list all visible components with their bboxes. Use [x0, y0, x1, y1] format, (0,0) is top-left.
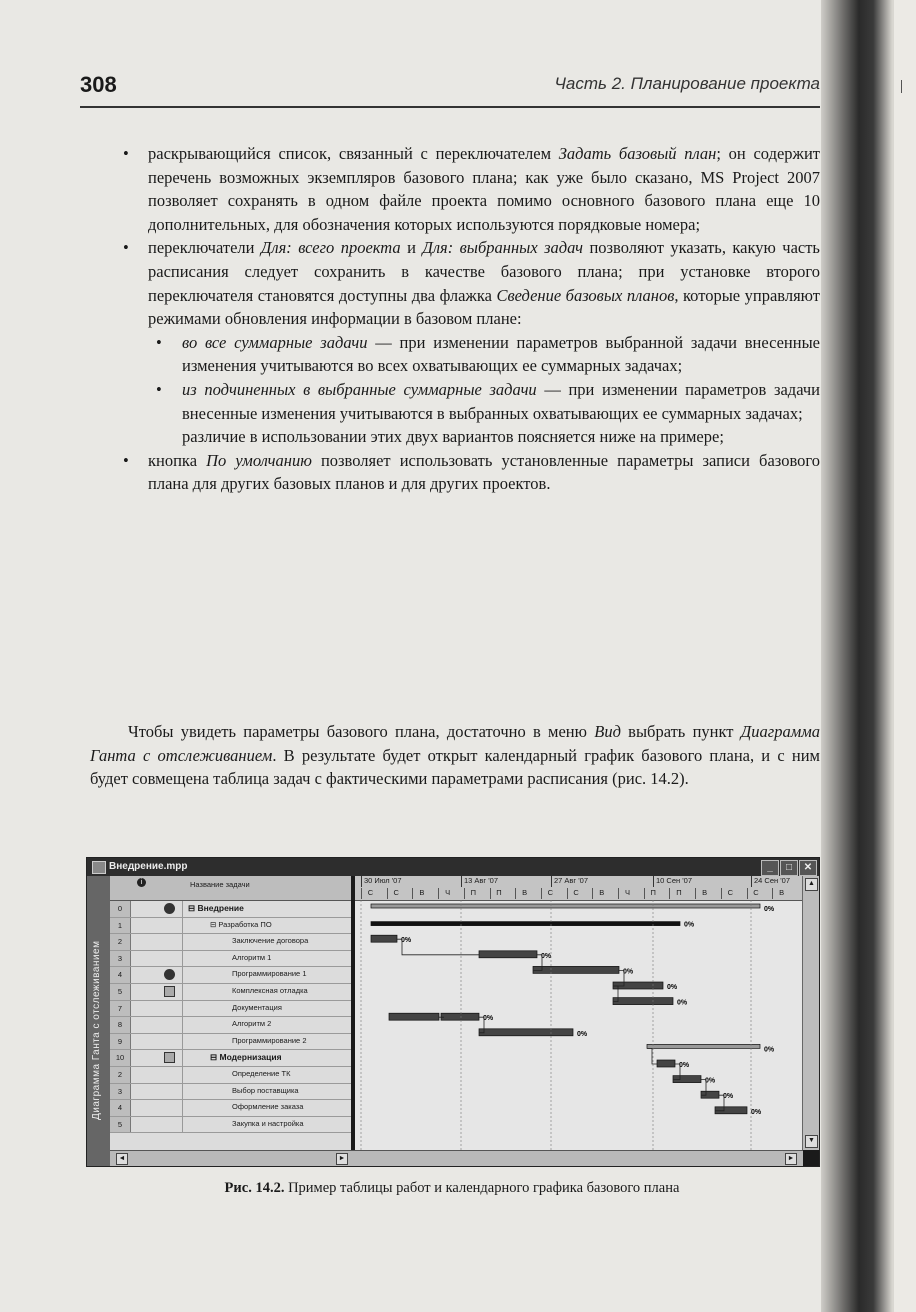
sub-bullet-term: из подчиненных в выбранные суммарные задачи	[182, 379, 537, 399]
gantt-bar[interactable]	[479, 1029, 573, 1036]
globe-icon	[164, 903, 175, 914]
task-name[interactable]: Программирование 2	[232, 1035, 307, 1045]
indicator-cell	[132, 1017, 183, 1033]
scroll-up-icon[interactable]: ▲	[805, 878, 818, 891]
task-name[interactable]: Оформление заказа	[232, 1102, 304, 1112]
row-id: 5	[110, 984, 131, 1000]
bullet-term: Сведение базовых планов	[496, 285, 675, 305]
indicator-cell	[132, 1001, 183, 1017]
sub-bullet-term: во все суммарные задачи	[182, 332, 368, 352]
bullet-text: , которые управляют режимами обновления информации в базовом плане:	[148, 285, 821, 329]
sub-list-item	[90, 378, 820, 425]
timescale-day: С	[747, 888, 765, 899]
note-icon	[164, 986, 175, 997]
bar-percent-label: 0%	[684, 921, 695, 929]
menu-name: Вид	[594, 722, 621, 741]
gantt-bar[interactable]	[673, 1076, 701, 1083]
indicator-cell	[132, 1100, 183, 1116]
row-id: 4	[110, 1100, 131, 1116]
bullet-text: кнопка	[148, 450, 207, 470]
task-name[interactable]: ⊟ Модернизация	[210, 1052, 282, 1063]
timescale-day: С	[361, 888, 379, 899]
row-id: 1	[110, 918, 131, 934]
bar-percent-label: 0%	[623, 968, 634, 976]
vertical-scrollbar[interactable]	[802, 876, 819, 1150]
table-row[interactable]	[110, 951, 351, 968]
table-row[interactable]	[110, 1117, 351, 1134]
body-paragraph	[90, 720, 820, 791]
sub-bullet-text: — при изменении параметров задачи внесенные изменения учитываются в выбранных охватывающих ее суммарных задачах;	[182, 379, 820, 423]
gantt-bar[interactable]	[371, 922, 680, 926]
table-row[interactable]	[110, 1017, 351, 1034]
task-name[interactable]: Закупка и настройка	[232, 1118, 304, 1128]
figure-screenshot	[86, 857, 820, 1167]
indicator-cell	[132, 984, 183, 1000]
facing-page-fragment: |	[900, 78, 904, 94]
gantt-chart	[355, 876, 802, 1150]
indicator-cell	[132, 918, 183, 934]
bullet-text: позволяет использовать установленные параметры записи базового плана для других базовых планов и для других проектов.	[148, 450, 820, 494]
bar-percent-label: 0%	[705, 1077, 716, 1085]
indicator-cell	[132, 901, 183, 917]
row-id: 0	[110, 901, 131, 917]
scroll-right-icon[interactable]: ►	[336, 1153, 348, 1165]
list-item	[90, 449, 820, 496]
bullet-text: переключатели	[148, 238, 261, 258]
indicator-cell	[132, 1050, 183, 1066]
scroll-left-icon[interactable]: ◄	[116, 1153, 128, 1165]
row-id: 9	[110, 1034, 131, 1050]
indicator-cell	[132, 1067, 183, 1083]
task-table	[110, 876, 351, 1150]
timescale-day: С	[567, 888, 585, 899]
task-name[interactable]: Определение ТК	[232, 1068, 291, 1078]
bar-percent-label: 0%	[764, 906, 775, 913]
bullet-text: ; он содержит перечень возможных экземпляров базового плана; как уже было сказано, MS Project 2007 позволяет сохранять в одном файле проекта помимо основного базового плана еще 10 дополнительных, для обозначения которых используются порядковые номера;	[148, 144, 820, 234]
bullet-term: Для: выбранных задач	[422, 238, 584, 258]
row-id: 3	[110, 1084, 131, 1100]
scroll-right-icon[interactable]: ►	[785, 1153, 797, 1165]
row-id: 10	[110, 1050, 131, 1066]
table-row[interactable]	[110, 1067, 351, 1084]
gantt-bar[interactable]	[647, 1044, 760, 1048]
gantt-bar[interactable]	[715, 1107, 747, 1114]
bar-percent-label: 0%	[667, 984, 678, 991]
gantt-bar[interactable]	[613, 982, 663, 989]
view-bar-label: Диаграмма Ганта с отслеживанием	[91, 940, 102, 1120]
bar-percent-label: 0%	[723, 1093, 734, 1101]
timescale-week: 24 Сен '07	[751, 876, 790, 887]
task-name[interactable]: Заключение договора	[232, 936, 309, 946]
timescale-day: В	[515, 888, 533, 899]
timescale-day: П	[669, 888, 687, 899]
bar-percent-label: 0%	[483, 1015, 494, 1023]
timescale-day: С	[721, 888, 739, 899]
bullet-text: раскрывающийся список, связанный с переключателем	[148, 144, 559, 163]
timescale-day: В	[695, 888, 713, 899]
bullet-term: По умолчанию	[206, 450, 312, 470]
sub-list-item	[90, 331, 820, 378]
note-icon	[164, 1052, 175, 1063]
indicator-cell	[132, 1117, 183, 1133]
table-row[interactable]	[110, 984, 351, 1001]
timescale-week: 30 Июл '07	[361, 876, 402, 887]
timescale-day: Ч	[618, 888, 636, 899]
task-name[interactable]: Выбор поставщика	[232, 1085, 299, 1095]
timescale-week: 13 Авг '07	[461, 876, 498, 887]
indicator-cell	[132, 934, 183, 950]
paragraph-text: Чтобы увидеть параметры базового плана, достаточно в меню	[128, 722, 595, 741]
minimize-icon[interactable]: _	[761, 860, 779, 876]
timescale-day: Ч	[438, 888, 456, 899]
bar-percent-label: 0%	[401, 937, 412, 945]
bullet-text: и	[400, 238, 423, 258]
bullet-term: Задать базовый план	[558, 144, 717, 163]
task-name[interactable]: Алгоритм 1	[232, 952, 272, 962]
paragraph-text: выбрать пункт	[620, 722, 741, 741]
book-gutter-shadow	[821, 0, 916, 1312]
timescale-week: 10 Сен '07	[653, 876, 692, 887]
gantt-bar[interactable]	[657, 1060, 675, 1067]
maximize-icon[interactable]: □	[780, 860, 798, 876]
task-name[interactable]: Программирование 1	[232, 969, 307, 979]
task-name[interactable]: Алгоритм 2	[232, 1019, 272, 1029]
bullet-term: Для: всего проекта	[260, 238, 401, 258]
timescale-week: 27 Авг '07	[551, 876, 588, 887]
bar-percent-label: 0%	[764, 1046, 775, 1054]
task-name[interactable]: Документация	[232, 1002, 282, 1012]
view-bar	[87, 876, 110, 1166]
row-id: 5	[110, 1117, 131, 1133]
indicator-cell	[132, 1084, 183, 1100]
indicator-cell	[132, 967, 183, 983]
indicator-cell	[132, 1034, 183, 1050]
timescale-day: П	[464, 888, 482, 899]
sub-bullet-text: — при изменении параметров выбранной задачи внесенные изменения учитываются во всех охватывающих ее суммарных задачах;	[182, 332, 821, 376]
close-icon[interactable]: ✕	[799, 860, 817, 876]
bar-percent-label: 0%	[541, 952, 552, 960]
gantt-bar[interactable]	[389, 1013, 439, 1020]
bar-percent-label: 0%	[751, 1108, 762, 1116]
gantt-bar[interactable]	[371, 904, 760, 908]
app-icon	[92, 861, 106, 874]
indicator-cell	[132, 951, 183, 967]
row-id: 2	[110, 934, 131, 950]
globe-icon	[164, 969, 175, 980]
table-row[interactable]	[110, 918, 351, 935]
timescale-day: С	[541, 888, 559, 899]
figure-number: Рис. 14.2.	[224, 1180, 285, 1196]
task-name[interactable]: Комплексная отладка	[232, 985, 308, 995]
gantt-bar[interactable]	[613, 998, 673, 1005]
gantt-bar[interactable]	[371, 935, 397, 942]
sub-list-note: различие в использовании этих двух вариантов поясняется ниже на примере;	[182, 427, 724, 447]
menu-item-name: Диаграмма Ганта с отслеживанием	[90, 722, 821, 765]
task-name[interactable]: ⊟ Внедрение	[188, 903, 244, 913]
window-titlebar	[87, 858, 819, 876]
table-row[interactable]	[110, 1100, 351, 1117]
row-id: 3	[110, 951, 131, 967]
running-head: Часть 2. Планирование проекта	[554, 74, 820, 93]
timescale-day: В	[412, 888, 430, 899]
window-title: Внедрение.mpp	[109, 861, 188, 872]
scroll-down-icon[interactable]: ▼	[805, 1135, 818, 1148]
bar-percent-label: 0%	[679, 1062, 690, 1069]
timescale-day: П	[490, 888, 508, 899]
dependency-link	[647, 1048, 657, 1064]
gantt-bar[interactable]	[701, 1091, 719, 1098]
bullet-list	[90, 142, 820, 496]
horizontal-scrollbar[interactable]	[110, 1150, 803, 1166]
gantt-bar[interactable]	[533, 966, 619, 973]
bar-percent-label: 0%	[577, 1030, 588, 1038]
row-id: 7	[110, 1001, 131, 1017]
page-number: 308	[80, 72, 117, 97]
table-row[interactable]	[110, 934, 351, 951]
timescale-day: П	[644, 888, 662, 899]
table-row[interactable]	[110, 1034, 351, 1051]
bar-percent-label: 0%	[677, 999, 688, 1007]
gantt-bars	[355, 876, 802, 1150]
paragraph-text: . В результате будет открыт календарный график базового плана, и с ним будет совмещена таблица задач с фактическими параметрами расписания (рис. 14.2).	[90, 745, 820, 789]
timescale-day: В	[592, 888, 610, 899]
table-row[interactable]	[110, 967, 351, 984]
table-row[interactable]	[110, 1084, 351, 1101]
timescale-day: В	[772, 888, 790, 899]
bullet-text: позволяют указать, какую часть расписания следует сохранить в качестве базового плана; при установке второго переключателя становятся доступны два флажка	[148, 238, 820, 305]
table-header	[110, 876, 351, 901]
list-item	[90, 236, 820, 330]
column-header-task-name: Название задачи	[190, 880, 250, 889]
gantt-bar[interactable]	[441, 1013, 479, 1020]
list-item	[90, 142, 820, 236]
gantt-bar[interactable]	[479, 951, 537, 958]
table-row[interactable]	[110, 1050, 351, 1067]
caption-text: Пример таблицы работ и календарного графика базового плана	[284, 1180, 680, 1196]
row-id: 4	[110, 967, 131, 983]
info-icon: i	[137, 878, 146, 887]
row-id: 2	[110, 1067, 131, 1083]
figure-caption	[86, 1180, 818, 1197]
page-header	[80, 72, 820, 108]
timescale-day: С	[387, 888, 405, 899]
table-row[interactable]	[110, 1001, 351, 1018]
table-row[interactable]	[110, 901, 351, 918]
row-id: 8	[110, 1017, 131, 1033]
task-name[interactable]: ⊟ Разработка ПО	[210, 919, 272, 929]
